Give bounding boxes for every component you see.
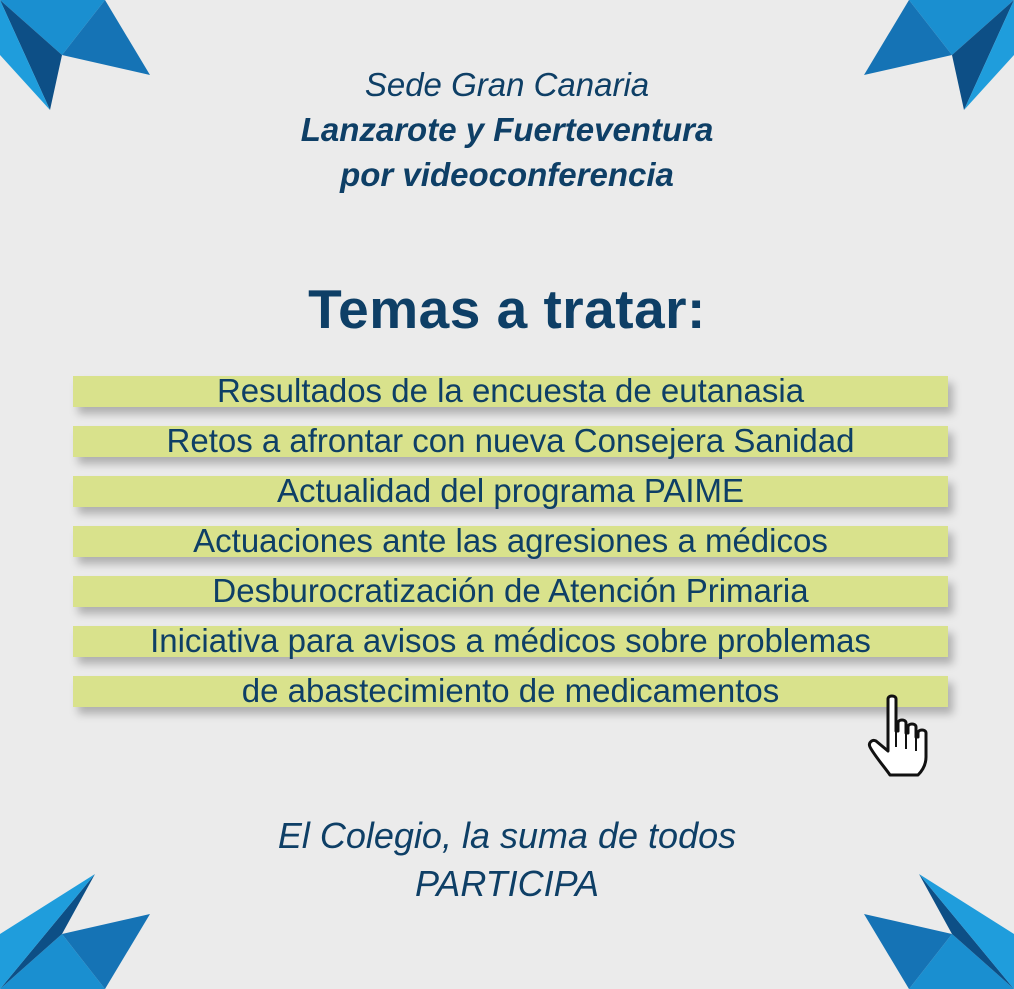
list-item [73, 623, 948, 673]
header-line-2: Lanzarote y Fuerteventura [300, 111, 714, 148]
topics-list [73, 373, 948, 723]
topic-text: Resultados de la encuesta de eutanasia [216, 372, 805, 409]
header-line-3: por videoconferencia [340, 156, 674, 193]
list-item [73, 473, 948, 523]
topic-text: Iniciativa para avisos a médicos sobre problemas [150, 622, 871, 659]
page-title: Temas a tratar: [308, 278, 706, 340]
hand-pointer-icon [866, 693, 936, 779]
list-item [73, 673, 948, 723]
topic-text: Desburocratización de Atención Primaria [212, 572, 809, 609]
location-header [0, 62, 1014, 197]
topic-text: Actualidad del programa PAIME [276, 472, 745, 509]
list-item [73, 423, 948, 473]
list-item [73, 373, 948, 423]
list-item [73, 523, 948, 573]
topic-text: Actuaciones ante las agresiones a médicos [193, 522, 828, 559]
footer-line-1: El Colegio, la suma de todos [277, 815, 737, 856]
topic-text: Retos a afrontar con nueva Consejera Sanidad [166, 422, 855, 459]
footer-slogan [0, 812, 1014, 908]
list-item [73, 573, 948, 623]
header-line-1: Sede Gran Canaria [364, 66, 650, 103]
footer-line-2: PARTICIPA [414, 863, 600, 904]
topic-text: de abastecimiento de medicamentos [241, 672, 780, 709]
